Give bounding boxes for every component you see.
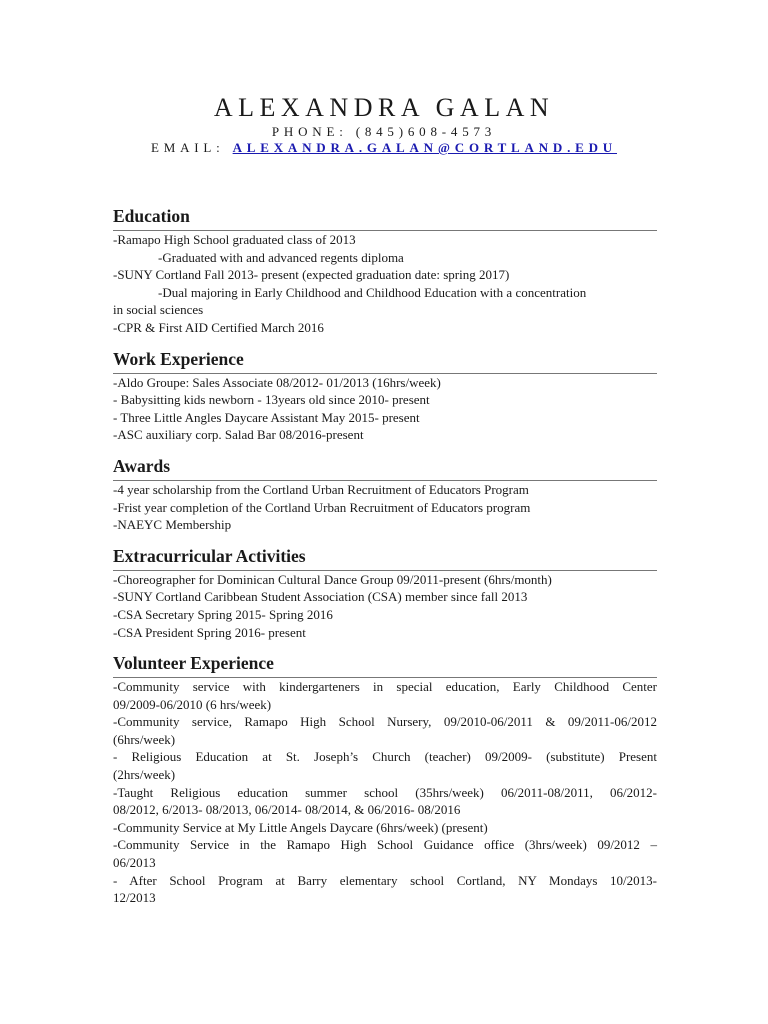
volunteer-line: 09/2009-06/2010 (6 hrs/week) [113, 696, 272, 712]
education-line: in social sciences [113, 302, 204, 318]
work-line: - Three Little Angles Daycare Assistant May 2015- present [113, 409, 420, 425]
phone-label: PHONE: [271, 124, 356, 139]
education-section [113, 205, 657, 337]
section-heading-work: Work Experience [113, 348, 657, 374]
email-line [0, 140, 768, 156]
volunteer-line: -Community Service in the Ramapo High School Guidance office (3hrs/week) 09/2012 – [113, 837, 657, 853]
phone-line [0, 124, 768, 140]
resume-body [113, 205, 657, 918]
email-label: EMAIL: [150, 140, 233, 155]
volunteer-line: -Taught Religious education summer school (35hrs/week) 06/2011-08/2011, 06/2012- [113, 784, 657, 800]
phone-number: (845)608-4573 [355, 124, 497, 139]
extracurricular-line: -CSA Secretary Spring 2015- Spring 2016 [113, 606, 333, 622]
section-heading-volunteer: Volunteer Experience [113, 652, 657, 678]
volunteer-line: - After School Program at Barry elementary school Cortland, NY Mondays 10/2013- [113, 872, 657, 888]
section-heading-education: Education [113, 205, 657, 231]
education-line: -Graduated with and advanced regents diploma [158, 249, 404, 265]
awards-line: -4 year scholarship from the Cortland Urban Recruitment of Educators Program [113, 481, 529, 497]
section-heading-extracurricular: Extracurricular Activities [113, 545, 657, 571]
education-line: -Ramapo High School graduated class of 2013 [113, 232, 356, 247]
extracurricular-line: -CSA President Spring 2016- present [113, 624, 306, 640]
volunteer-line: 06/2013 [113, 855, 156, 871]
volunteer-section [113, 652, 657, 907]
volunteer-line: 08/2012, 6/2013- 08/2013, 06/2014- 08/2014, & 06/2016- 08/2016 [113, 802, 461, 818]
email-link[interactable]: ALEXANDRA.GALAN@CORTLAND.EDU [232, 140, 617, 155]
awards-section [113, 455, 657, 534]
extracurricular-line: -SUNY Cortland Caribbean Student Association (CSA) member since fall 2013 [113, 589, 528, 605]
section-heading-awards: Awards [113, 455, 657, 481]
volunteer-line: -Community service, Ramapo High School Nursery, 09/2010-06/2011 & 09/2011-06/2012 [113, 714, 657, 730]
applicant-name: ALEXANDRA GALAN [213, 93, 555, 122]
resume-header [0, 92, 768, 156]
education-line: -Dual majoring in Early Childhood and Childhood Education with a concentration [158, 284, 587, 300]
volunteer-line: 12/2013 [113, 890, 156, 906]
awards-line: -Frist year completion of the Cortland Urban Recruitment of Educators program [113, 499, 531, 515]
education-line: -CPR & First AID Certified March 2016 [113, 319, 324, 335]
volunteer-line: (2hrs/week) [113, 767, 176, 783]
education-line: -SUNY Cortland Fall 2013- present (expected graduation date: spring 2017) [113, 267, 510, 283]
extracurricular-line: -Choreographer for Dominican Cultural Dance Group 09/2011-present (6hrs/month) [113, 571, 552, 587]
volunteer-line: -Community Service at My Little Angels Daycare (6hrs/week) (present) [113, 819, 488, 835]
awards-line: -NAEYC Membership [113, 517, 232, 533]
volunteer-line: -Community service with kindergarteners in special education, Early Childhood Center [113, 679, 657, 695]
volunteer-line: - Religious Education at St. Joseph’s Church (teacher) 09/2009- (substitute) Present [113, 749, 657, 765]
volunteer-line: (6hrs/week) [113, 731, 176, 747]
work-line: -Aldo Groupe: Sales Associate 08/2012- 01/2013 (16hrs/week) [113, 374, 441, 390]
work-experience-section [113, 348, 657, 444]
work-line: -ASC auxiliary corp. Salad Bar 08/2016-present [113, 427, 364, 443]
extracurricular-section [113, 545, 657, 641]
work-line: - Babysitting kids newborn - 13years old since 2010- present [113, 392, 430, 408]
